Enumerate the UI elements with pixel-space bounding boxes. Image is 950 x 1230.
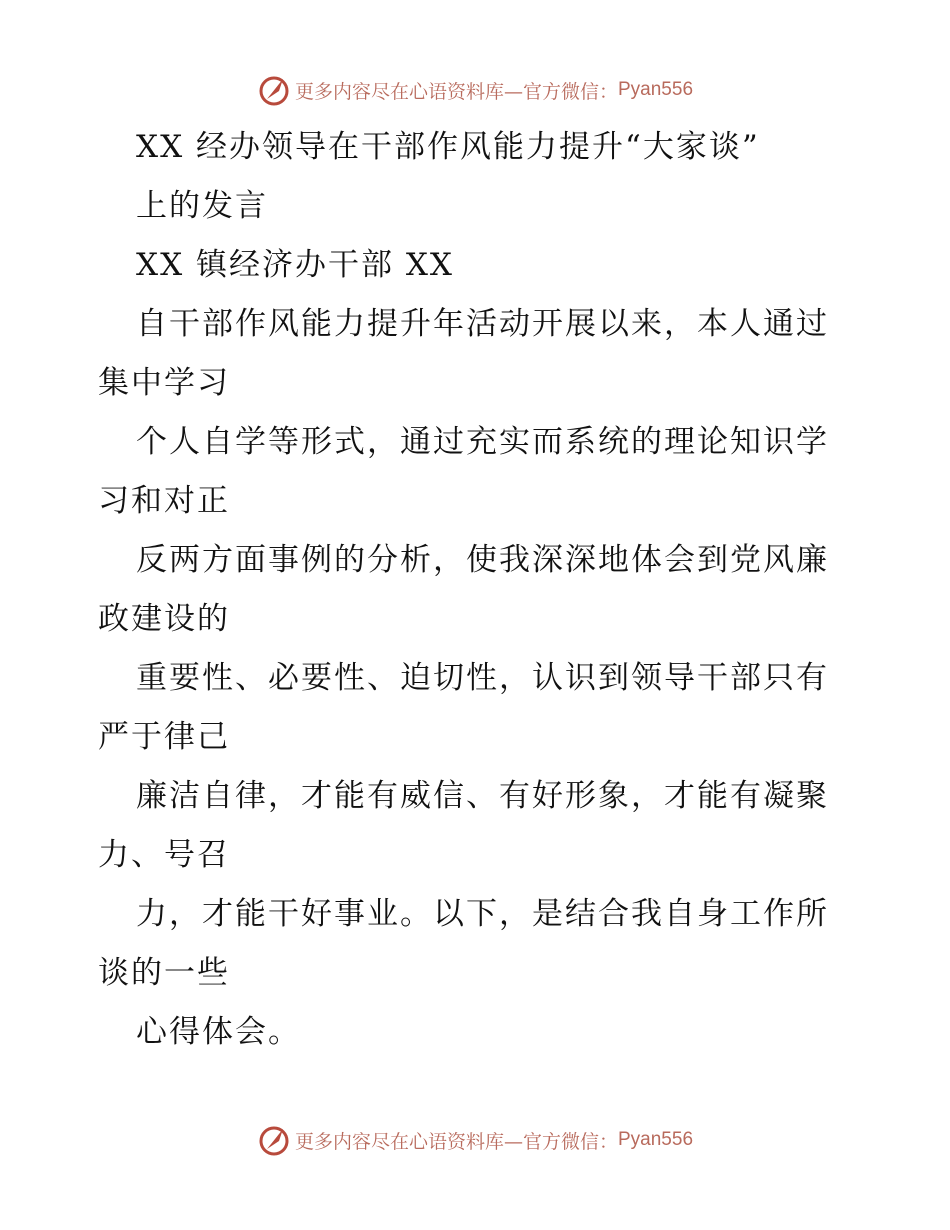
paragraph-line: 集中学习: [98, 365, 230, 401]
paragraph-line: 力、号召: [98, 837, 230, 873]
paragraph-line: 廉洁自律，才能有威信、有好形象，才能有凝聚: [136, 778, 829, 814]
title-line-2: 上的发言: [136, 188, 268, 224]
quill-logo-icon: [257, 1123, 291, 1157]
paragraph-line: 自干部作风能力提升年活动开展以来，本人通过: [136, 306, 829, 342]
paragraph-line: 反两方面事例的分析，使我深深地体会到党风廉: [136, 542, 829, 578]
paragraph-line: 力，才能干好事业。以下，是结合我自身工作所: [136, 896, 829, 932]
quill-logo-icon: [257, 73, 291, 107]
watermark-wechat-id: Pyan556: [618, 79, 694, 100]
paragraph-line: 心得体会。: [136, 1014, 301, 1050]
document-body: [98, 118, 858, 1062]
paragraph-line: 习和对正: [98, 483, 230, 519]
footer-watermark: [0, 1120, 950, 1160]
paragraph-line: 谈的一些: [98, 955, 230, 991]
watermark-text: 更多内容尽在心语资料库—官方微信：: [294, 1130, 618, 1153]
paragraph-line: 个人自学等形式，通过充实而系统的理论知识学: [136, 424, 829, 460]
author-line: XX 镇经济办干部 XX: [136, 247, 454, 283]
paragraph-line: 政建设的: [98, 601, 230, 637]
header-watermark: [0, 70, 950, 110]
paragraph-line: 严于律己: [98, 719, 230, 755]
watermark-wechat-id: Pyan556: [618, 1129, 694, 1150]
paragraph-line: 重要性、必要性、迫切性，认识到领导干部只有: [136, 660, 829, 696]
watermark-text: 更多内容尽在心语资料库—官方微信：: [294, 80, 618, 103]
title-line-1: XX 经办领导在干部作风能力提升“大家谈”: [136, 129, 760, 165]
